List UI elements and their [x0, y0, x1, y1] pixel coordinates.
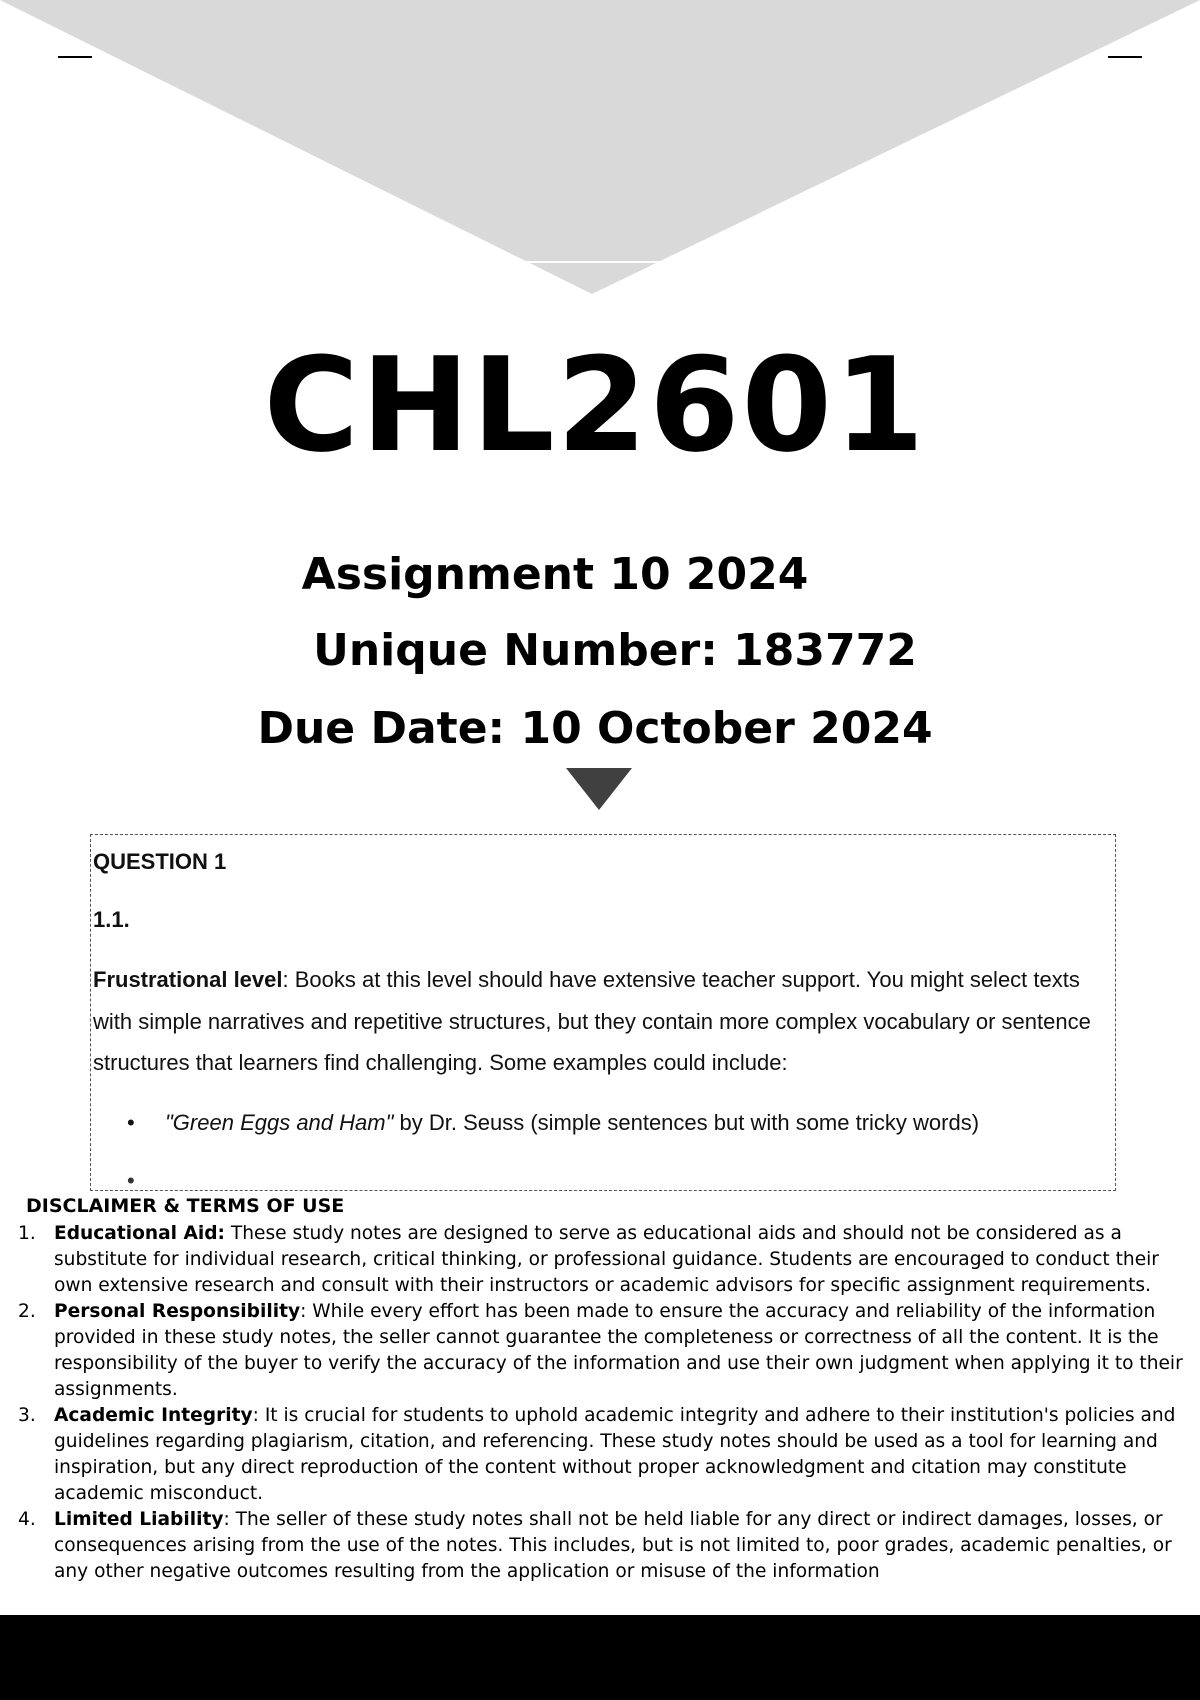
- list-item: [127, 1103, 1087, 1143]
- corner-rule-right: [1108, 56, 1142, 58]
- bullet-icon: •: [127, 1110, 135, 1135]
- disclaimer-item: [12, 1221, 1192, 1299]
- book-description: by Dr. Seuss (simple sentences but with some tricky words): [393, 1110, 980, 1135]
- question-paragraph: [93, 959, 1108, 1084]
- question-heading: QUESTION 1: [93, 849, 227, 874]
- disclaimer-item: [12, 1403, 1192, 1507]
- item-text: : It is crucial for students to uphold academic integrity and adhere to their institution's policies and guidelines regarding plagiarism, citation, and referencing. These study notes should be used as a tool for learning and inspiration, but any direct reproduction of the content without proper acknowledgment and citation may constitute academic misconduct.: [54, 1405, 1176, 1504]
- book-title: "Green Eggs and Ham": [165, 1110, 394, 1135]
- disclaimer-item: [12, 1299, 1192, 1403]
- item-label: Limited Liability: [54, 1509, 224, 1530]
- due-date-label: Due Date: 10 October 2024: [257, 703, 933, 754]
- question-sub-number: 1.1.: [93, 907, 130, 932]
- down-arrow-icon: [566, 768, 632, 810]
- item-text: : The seller of these study notes shall not be held liable for any direct or indirect damages, losses, or consequences arising from the use of the notes. This includes, but is not limited to, poor grades, academic penalties, or any other negative outcomes resulting from the application or misuse of the information: [54, 1509, 1172, 1582]
- bullet-icon: •: [127, 1168, 135, 1191]
- example-book-list: [127, 1103, 1087, 1191]
- item-label: Educational Aid:: [54, 1223, 225, 1244]
- assignment-label: Assignment 10 2024: [301, 549, 809, 600]
- item-text: These study notes are designed to serve as educational aids and should not be considered as a substitute for individual research, critical thinking, or professional guidance. Students are encouraged to conduct their own extensive research and consult with their instructors or academic advisors for specific assignment requirements.: [54, 1223, 1159, 1296]
- paragraph-text: : Books at this level should have extensive teacher support. You might select texts with simple narratives and repetitive structures, but they contain more complex vocabulary or sentence structures that learners find challenging. Some examples could include:: [93, 967, 1091, 1075]
- item-text: : While every effort has been made to ensure the accuracy and reliability of the information provided in these study notes, the seller cannot guarantee the completeness or correctness of all the content. It is the responsibility of the buyer to verify the accuracy of the information and use their own judgment when applying it to their assignments.: [54, 1301, 1183, 1400]
- disclaimer-title: DISCLAIMER & TERMS OF USE: [26, 1195, 345, 1217]
- paragraph-bold-term: Frustrational level: [93, 967, 283, 992]
- question-preview-box: [90, 834, 1116, 1191]
- chevron-shape: [0, 0, 1200, 294]
- footer-black-bar: [0, 1615, 1200, 1700]
- item-number: 2.: [18, 1301, 36, 1322]
- disclaimer-terms-list: [12, 1221, 1192, 1585]
- disclaimer-item: [12, 1507, 1192, 1585]
- item-label: Personal Responsibility: [54, 1301, 301, 1322]
- item-label: Academic Integrity: [54, 1405, 253, 1426]
- item-number: 1.: [18, 1223, 36, 1244]
- item-number: 3.: [18, 1405, 36, 1426]
- item-number: 4.: [18, 1509, 36, 1530]
- unique-number-label: Unique Number: 183772: [313, 625, 917, 676]
- course-code-title: CHL2601: [263, 329, 927, 481]
- corner-rule-left: [58, 56, 92, 58]
- cover-chevron-banner: [0, 0, 1200, 300]
